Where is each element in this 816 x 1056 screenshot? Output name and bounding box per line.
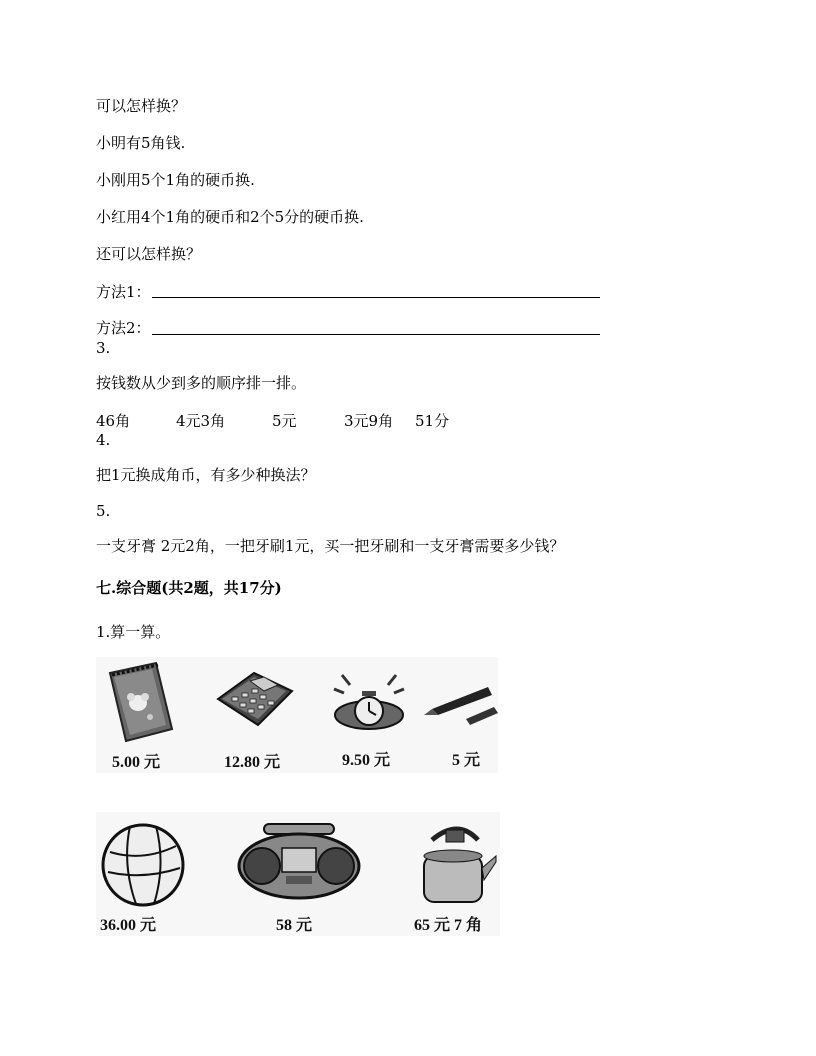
calculator-icon xyxy=(214,669,296,731)
method-1-label: 方法1： xyxy=(96,283,151,301)
question-number-5: 5. xyxy=(96,502,111,520)
question-more-ways: 还可以怎样换？ xyxy=(96,245,202,263)
question-number-4: 4. xyxy=(96,431,111,449)
price-label: 65 元 7 角 xyxy=(414,917,483,934)
price-item: 51分 xyxy=(415,412,450,430)
price-item: 4元3角 xyxy=(176,412,226,430)
question-how-exchange: 可以怎样换？ xyxy=(96,97,187,115)
method-1-answer-line[interactable] xyxy=(152,297,600,298)
price-item: 3元9角 xyxy=(344,412,394,430)
xiaoming-line: 小明有5角钱. xyxy=(96,134,186,152)
price-item: 5元 xyxy=(272,412,297,430)
items-panel-row1 xyxy=(96,657,498,773)
notebook-icon xyxy=(104,659,176,747)
sort-instruction: 按钱数从少到多的顺序排一排。 xyxy=(96,374,307,392)
section-7-heading: 七.综合题(共2题，共17分) xyxy=(96,579,282,597)
items-panel-row2 xyxy=(96,812,500,936)
pen-icon xyxy=(422,679,498,729)
price-label: 36.00 元 xyxy=(100,917,157,934)
method-2-answer-line[interactable] xyxy=(152,334,600,335)
volleyball-icon xyxy=(100,822,186,908)
price-label: 12.80 元 xyxy=(224,754,281,771)
toothpaste-question: 一支牙膏 2元2角，一把牙刷1元，买一把牙刷和一支牙膏需要多少钱？ xyxy=(96,537,565,555)
radio-icon xyxy=(236,822,362,902)
price-label: 58 元 xyxy=(276,917,313,934)
exchange-question: 把1元换成角币，有多少种换法？ xyxy=(96,466,316,484)
xiaogang-line: 小刚用5个1角的硬币换. xyxy=(96,171,255,189)
alarm-clock-icon xyxy=(332,671,406,737)
question-number-3: 3. xyxy=(96,339,111,357)
price-label: 5.00 元 xyxy=(112,754,161,771)
price-label: 9.50 元 xyxy=(342,752,391,769)
calc-instruction: 1.算一算。 xyxy=(96,623,171,641)
kettle-icon xyxy=(418,820,498,906)
price-item: 46角 xyxy=(96,412,131,430)
method-2-label: 方法2： xyxy=(96,319,151,337)
price-label: 5 元 xyxy=(452,752,481,769)
xiaohong-line: 小红用4个1角的硬币和2个5分的硬币换. xyxy=(96,208,364,226)
